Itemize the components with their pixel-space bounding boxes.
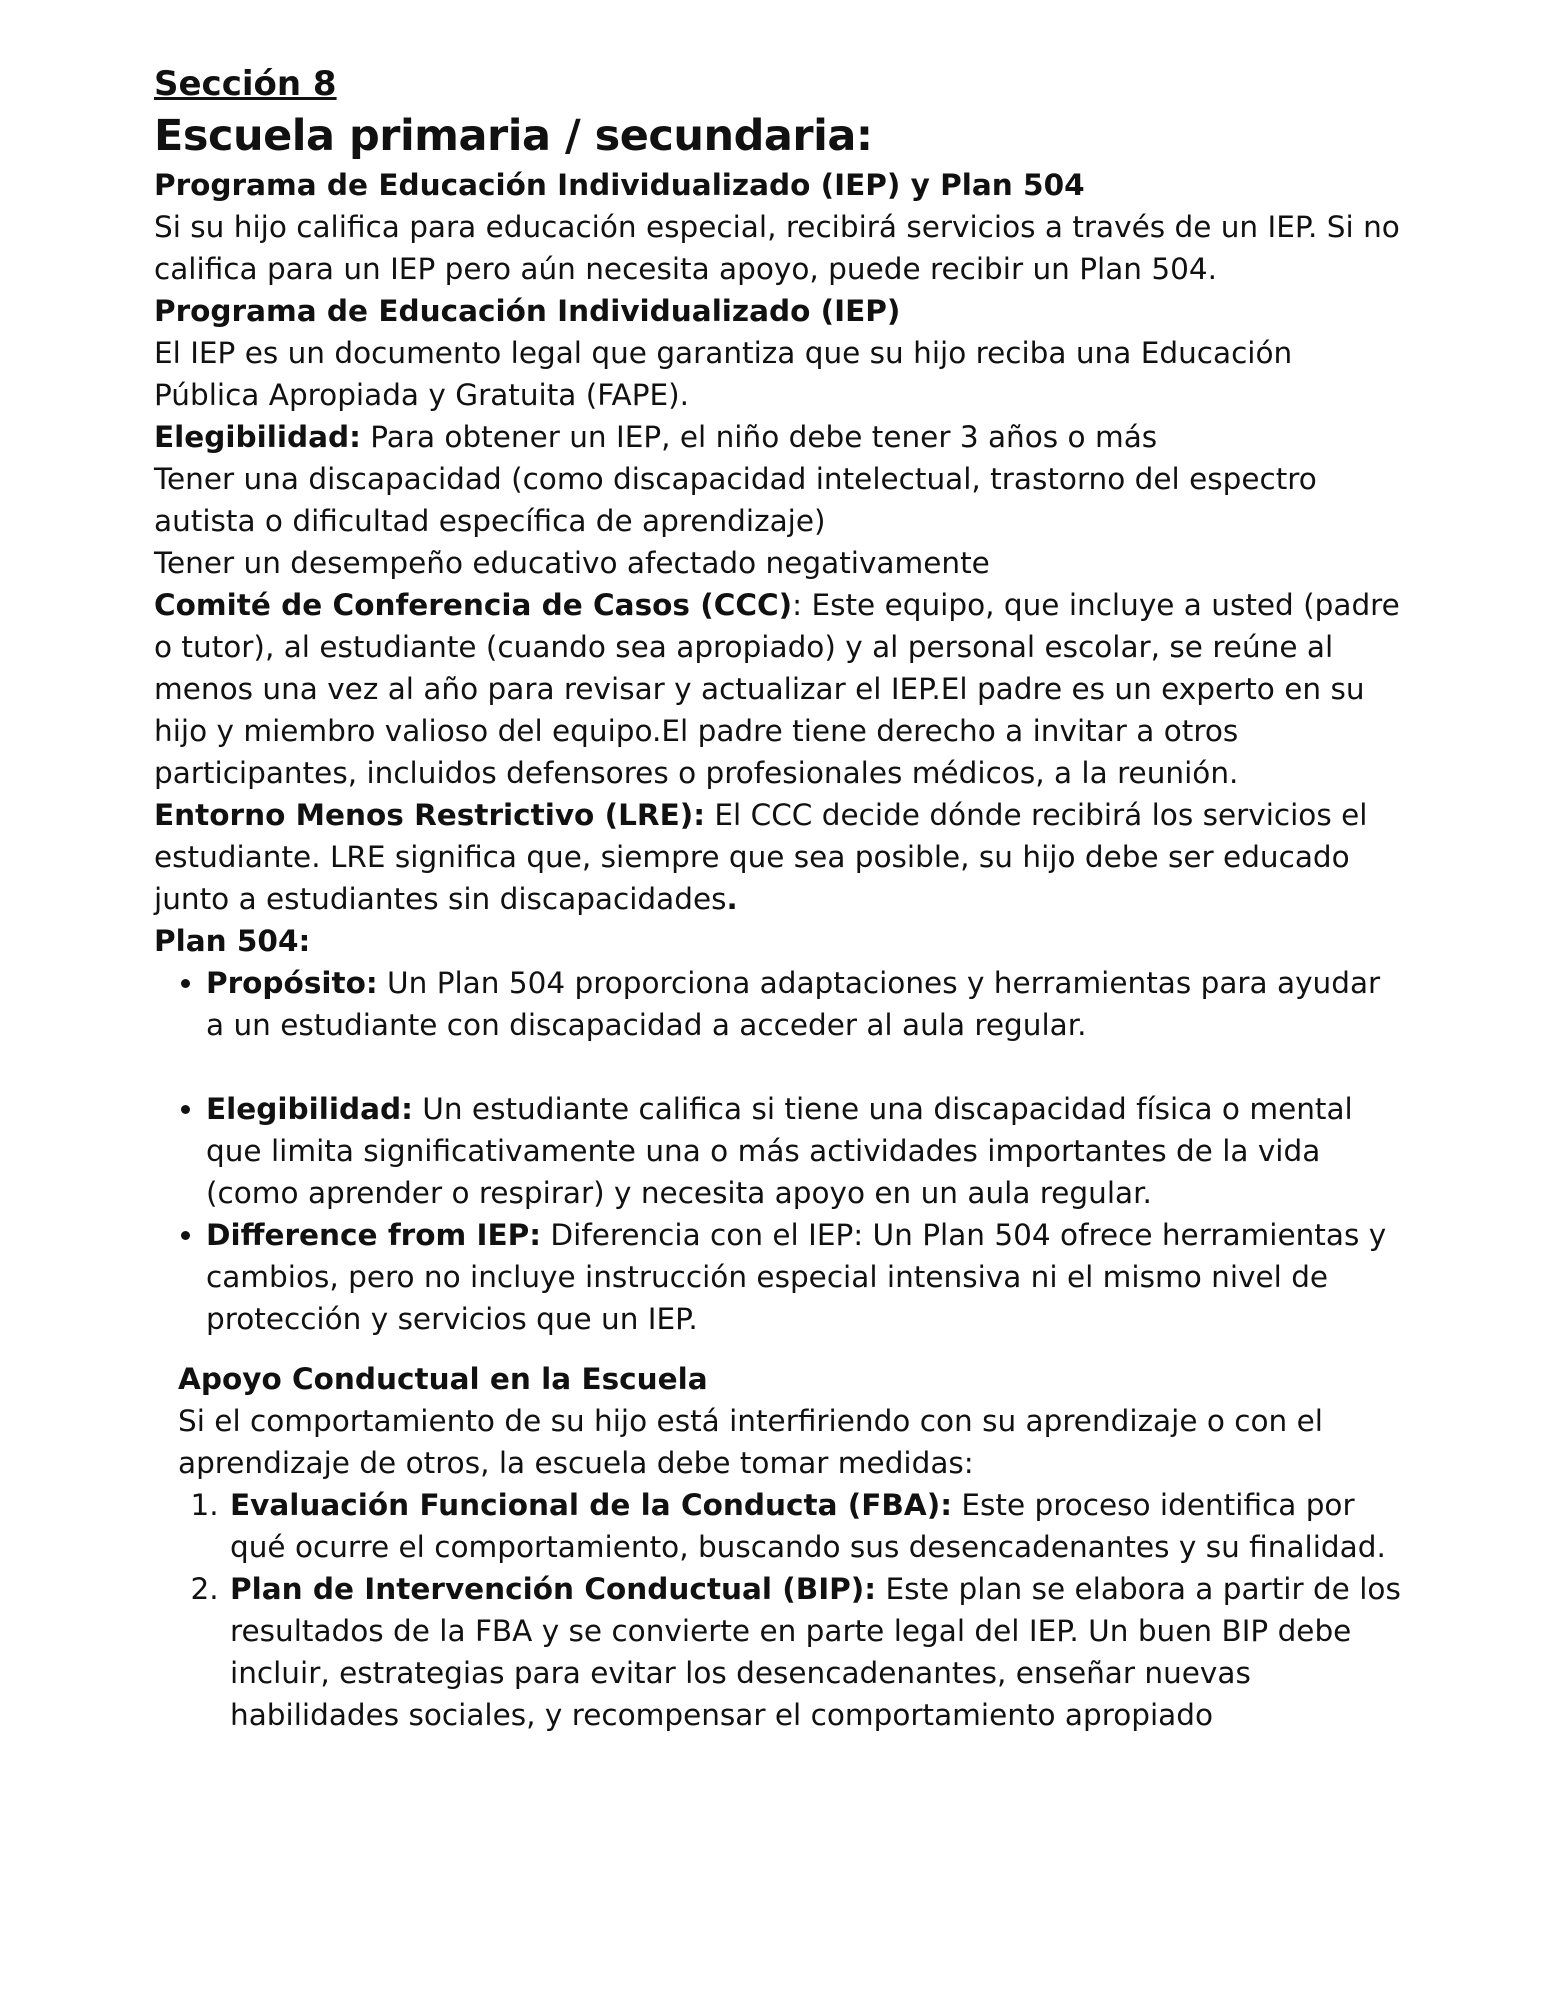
behavior-section — [178, 1358, 1404, 1736]
intro-heading: Programa de Educación Individualizado (IEP) y Plan 504 — [154, 168, 1085, 202]
plan504-list — [154, 962, 1404, 1340]
plan504-item-text: Diferencia con el IEP: Un Plan 504 ofrece herramientas y cambios, pero no incluye instrucción especial intensiva ni el mismo nivel de protección y servicios que un IEP. — [206, 1218, 1387, 1336]
plan504-item-label: Propósito: — [206, 966, 378, 1000]
page-title: Escuela primaria / secundaria: — [154, 111, 873, 161]
iep-text: El IEP es un documento legal que garantiza que su hijo reciba una Educación Pública Apropiada y Gratuita (FAPE). — [154, 336, 1293, 412]
iep-heading: Programa de Educación Individualizado (IEP) — [154, 294, 901, 328]
plan504-item-label: Elegibilidad: — [206, 1092, 413, 1126]
behavior-steps — [178, 1484, 1404, 1736]
iep-eligibility — [154, 416, 1404, 458]
iep-lre — [154, 794, 1404, 920]
behavior-step-label: Plan de Intervención Conductual (BIP): — [230, 1572, 877, 1606]
iep-ccc — [154, 584, 1404, 794]
plan504-item-eligibility — [206, 1088, 1404, 1214]
plan504-item-label: Difference from IEP: — [206, 1218, 542, 1252]
iep-ccc-text: : Este equipo, que incluye a usted (padre o tutor), al estudiante (cuando sea apropiado) y al personal escolar, se reúne al menos una vez al año para revisar y actualizar el IEP.El padre es un experto en su hijo y miembro valioso del equipo.El padre tiene derecho a invitar a otros participantes, incluidos defensores o profesionales médicos, a la reunión. — [154, 588, 1400, 790]
iep-lre-end: . — [726, 882, 738, 916]
behavior-step-text: Este proceso identifica por qué ocurre el comportamiento, buscando sus desencadenantes y su finalidad. — [230, 1488, 1386, 1564]
iep-lre-text: El CCC decide dónde recibirá los servicios el estudiante. LRE significa que, siempre que sea posible, su hijo debe ser educado junto a estudiantes sin discapacidades — [154, 798, 1368, 916]
iep-lre-label: Entorno Menos Restrictivo (LRE): — [154, 798, 706, 832]
iep-criterion-1: Tener una discapacidad (como discapacidad intelectual, trastorno del espectro autista o dificultad específica de aprendizaje) — [154, 462, 1317, 538]
behavior-step-text: Este plan se elabora a partir de los resultados de la FBA y se convierte en parte legal del IEP. Un buen BIP debe incluir, estrategias para evitar los desencadenantes, enseñar nuevas habilidades sociales, y recompensar el comportamiento apropiado — [230, 1572, 1401, 1732]
behavior-step-fba — [228, 1484, 1404, 1568]
list-spacer — [206, 1046, 1404, 1088]
plan504-heading: Plan 504: — [154, 924, 311, 958]
iep-eligibility-text: Para obtener un IEP, el niño debe tener 3 años o más — [360, 420, 1158, 454]
behavior-step-bip — [228, 1568, 1404, 1736]
intro-text: Si su hijo califica para educación especial, recibirá servicios a través de un IEP. Si no califica para un IEP pero aún necesita apoyo, puede recibir un Plan 504. — [154, 210, 1400, 286]
plan504-item-purpose — [206, 962, 1404, 1046]
iep-ccc-label: Comité de Conferencia de Casos (CCC) — [154, 588, 793, 622]
iep-criterion-2: Tener un desempeño educativo afectado negativamente — [154, 546, 990, 580]
plan504-item-text: Un Plan 504 proporciona adaptaciones y herramientas para ayudar a un estudiante con discapacidad a acceder al aula regular. — [206, 966, 1381, 1042]
section-label: Sección 8 — [154, 64, 337, 104]
behavior-heading: Apoyo Conductual en la Escuela — [178, 1362, 708, 1396]
iep-eligibility-label: Elegibilidad: — [154, 420, 361, 454]
behavior-step-label: Evaluación Funcional de la Conducta (FBA): — [230, 1488, 953, 1522]
plan504-item-difference — [206, 1214, 1404, 1340]
plan504-item-text: Un estudiante califica si tiene una discapacidad física o mental que limita significativamente una o más actividades importantes de la vida (como aprender o respirar) y necesita apoyo en un aula regular. — [206, 1092, 1353, 1210]
behavior-text: Si el comportamiento de su hijo está interfiriendo con su aprendizaje o con el aprendizaje de otros, la escuela debe tomar medidas: — [178, 1404, 1323, 1480]
document-content — [154, 60, 1404, 1736]
